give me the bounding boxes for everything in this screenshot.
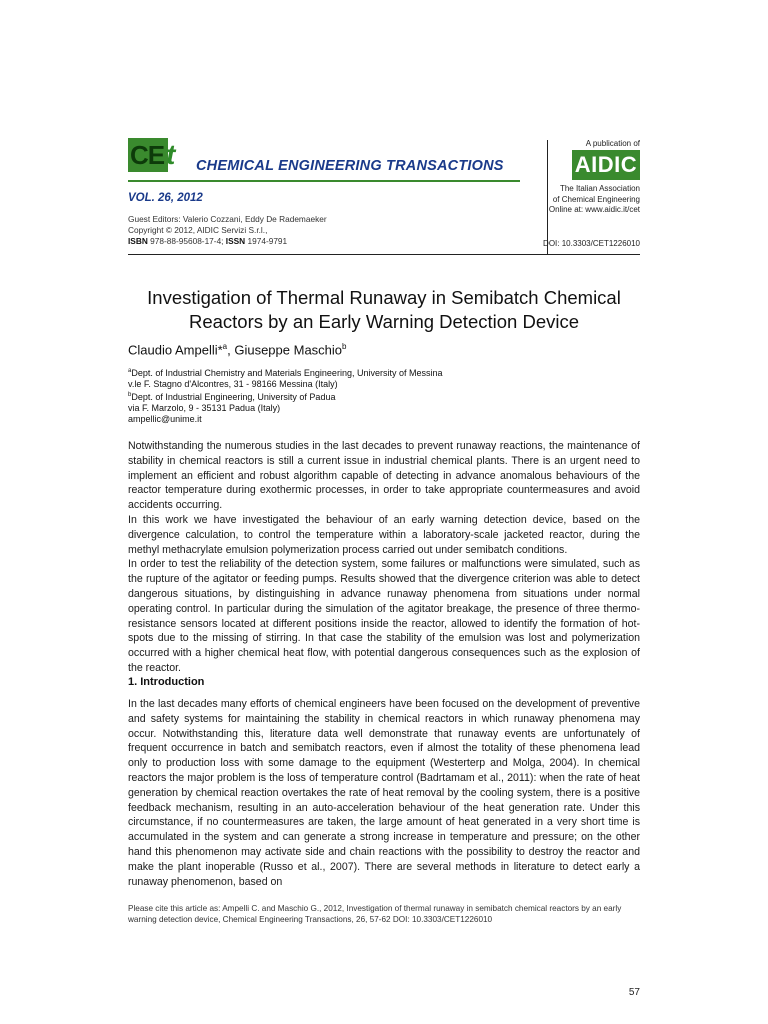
issn: 1974-9791: [247, 236, 288, 246]
affiliation-line: via F. Marzolo, 9 - 35131 Padua (Italy): [128, 403, 281, 413]
logo-t-text: t: [166, 139, 176, 170]
affiliation-line: $^b$Dept. of Industrial Engineering, University of Padua: [128, 392, 336, 402]
abstract-paragraph: Notwithstanding the numerous studies in the last decades to prevent runaway reactions, the maintenance of stability in chemical reactors is still a current issue in industrial chemical plants. There is an urgent need to implement an efficient and robust algorithm capable of detecting in advance anomalous behaviours of the reactor temperature during exothermic processes, in order to take appropriate countermeasures and avoid accidents occurring.: [128, 440, 640, 512]
title-line: Investigation of Thermal Runaway in Semibatch Chemical: [147, 287, 621, 308]
association-line: of Chemical Engineering: [552, 194, 640, 204]
journal-name-part1: CHEMICAL ENGINEERING: [196, 158, 382, 174]
guest-editors: Guest Editors: Valerio Cozzani, Eddy De Rademaeker: [128, 214, 327, 224]
intro-paragraph: In the last decades many efforts of chemical engineers have been focused on the development of preventive and safety systems for maintaining the stability in chemical reactors in which runaway phenomena may occur. Notwithstanding this, literature data well demonstrate that runaway events are unfortunately of frequent occurrence in batch and semibatch reactors, even if almost the totality of these phenomena lead only to production loss with some damage to the equipment (Westerterp and Molga, 2004). In chemical reactors the major problem is the loss of temperature control (Badrtamam et al., 2011): when the rate of heat generation by chemical reaction overtakes the rate of heat removal by the cooling system, there is a positive feedback mechanism, resulting in an auto-acceleration behaviour of the heat generation rate. Under this circumstance, if no countermeasures are taken, the large amount of heat generated in a very short time is accumulated in the system and can generate a strong increase in temperature and pressure; on the other hand this phenomenon may activate side and chain reactions with the possibility to destroy the reactor and make the plant inoperable (Russo et al., 2007). There are several methods in literature to detect early a runaway phenomenon, based on: [128, 698, 640, 888]
isbn-label: ISBN: [128, 236, 148, 246]
association-line: The Italian Association: [559, 184, 640, 193]
section-heading: 1. Introduction: [128, 676, 205, 688]
affiliation-line: $^a$Dept. of Industrial Chemistry and Materials Engineering, University of Messina: [128, 368, 443, 378]
volume: VOL. 26, 2012: [128, 192, 203, 204]
isbn-issn: [128, 236, 327, 247]
affil-sup: a: [128, 368, 132, 374]
article-title: [128, 286, 640, 334]
abstract-paragraph: In order to test the reliability of the detection system, some failures or malfunctions were simulated, such as the rupture of the agitator or feeding pumps. Results showed that the divergence criterion was able to detect dangerous situations, by distinguishing in advance runaway phenomena from situations under normal operating control. In particular during the simulation of the agitator breakage, the presence of three thermo-resistance sensors located at different positions inside the reactor, allowed to identify the formation of hot-spots due to the missing of stirring. In that case the stability of the emulsion was lost and polymerization occurred with a higher chemical heat flow, with potential dangerous consequences such as the explosion of the reactor.: [128, 558, 640, 674]
abstract: [128, 439, 640, 676]
affiliation-line: v.le F. Stagno d'Alcontres, 31 - 98166 Messina (Italy): [128, 379, 338, 389]
authors: [128, 342, 346, 357]
journal-name-part2: TRANSACTIONS: [386, 158, 504, 174]
journal-rule: [128, 180, 520, 182]
affiliations: [128, 366, 442, 425]
copyright: Copyright © 2012, AIDIC Servizi S.r.l.,: [128, 225, 268, 235]
header-rule: [128, 254, 640, 255]
publication-of: A publication of: [585, 139, 640, 148]
abstract-paragraph: In this work we have investigated the behaviour of an early warning detection device, based on the divergence calculation, to control the temperature within a laboratory-scale jacketed reactor, during the methyl methacrylate emulsion polymerization process carried out under semibatch conditions.: [128, 513, 640, 556]
journal-name: [196, 158, 504, 174]
citation-note: Please cite this article as: Ampelli C. and Maschio G., 2012, Investigation of thermal runaway in semibatch chemical reactors by an early warning detection device, Chemical Engineering Transactions, 26, 57-62 DOI: 10.3303/CET1226010: [128, 904, 622, 924]
aidic-logo: AIDIC: [572, 150, 640, 180]
association-info: [530, 184, 640, 216]
author-sup: a: [222, 342, 228, 351]
affil-sup: b: [128, 392, 132, 398]
editorial-meta: [128, 214, 327, 247]
isbn: 978-88-95608-17-4;: [150, 236, 224, 246]
issn-label: ISSN: [225, 236, 246, 246]
title-line: Reactors by an Early Warning Detection Device: [188, 311, 580, 332]
author-name: , Giuseppe Maschio: [227, 342, 343, 358]
doi: DOI: 10.3303/CET1226010: [543, 239, 640, 248]
logo-ce-text: CE: [130, 140, 165, 170]
email-link[interactable]: ampellic@unime.it: [128, 414, 202, 424]
association-url[interactable]: Online at: www.aidic.it/cet: [548, 205, 640, 214]
cet-logo: [128, 138, 184, 172]
author-name: Claudio Ampelli*: [128, 342, 223, 358]
author-sup: b: [342, 342, 347, 351]
page-number: 57: [628, 987, 640, 998]
